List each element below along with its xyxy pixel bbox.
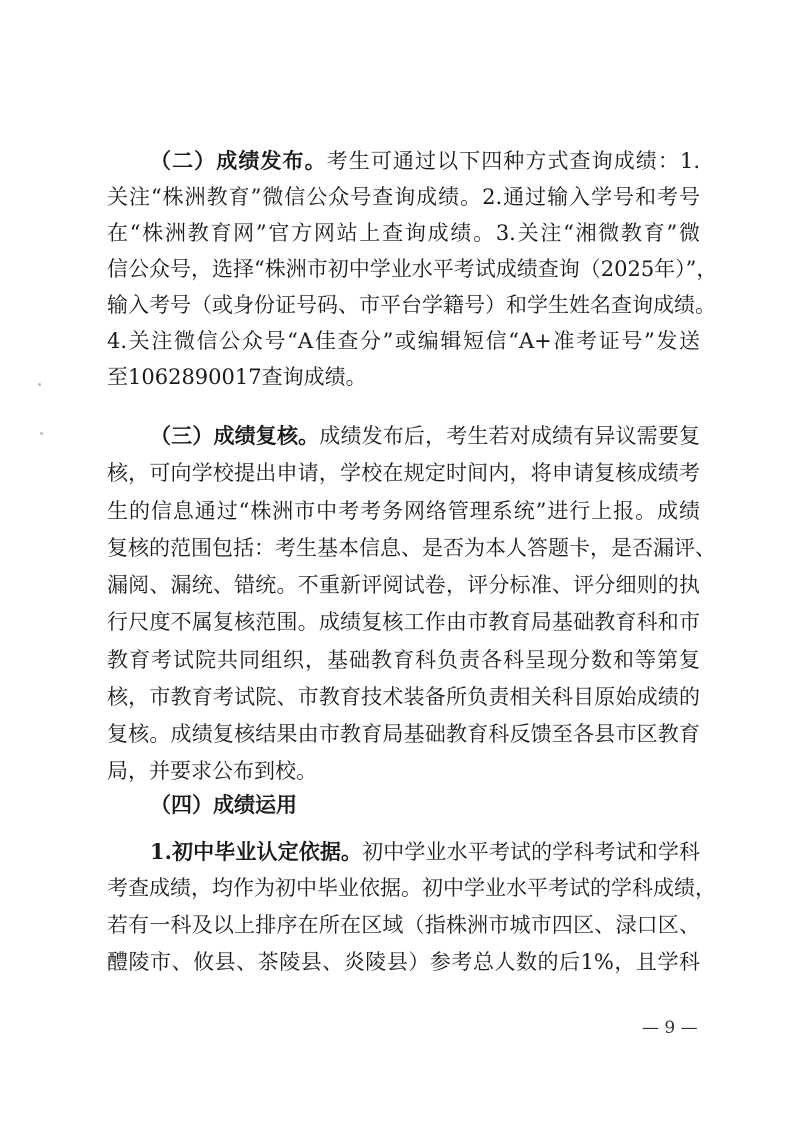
text-line [107,459,700,487]
line-text: 信公众号，选择“株洲市初中学业水平考试成绩查询（2025年）”， [107,257,718,281]
text-line [107,874,716,902]
text-line [150,147,700,175]
text-line [107,571,700,599]
text-line [107,948,700,976]
line-text: 4.关注微信公众号“A佳查分”或编辑短信“A+准考证号”发送 [107,329,700,353]
line-text: 漏阅、漏统、错统。不重新评阅试卷，评分标准、评分细则的执 [107,573,700,597]
text-line [150,422,700,450]
line-text: 醴陵市、攸县、茶陵县、炎陵县）参考总人数的后1%，且学科 [107,950,700,974]
text-line [107,646,700,674]
text-line [107,291,716,319]
line-text: 至1062890017查询成绩。 [107,365,367,389]
line-text: 教育考试院共同组织，基础教育科负责各科呈现分数和等第复 [107,648,700,672]
page-number: — 9 — [642,1018,698,1038]
text-line [107,327,700,355]
line-text: 行尺度不属复核范围。成绩复核工作由市教育局基础教育科和市 [107,610,700,634]
text-line [107,363,700,391]
line-text: 初中学业水平考试的学科考试和学科 [362,840,700,864]
line-text: 关注“株洲教育”微信公众号查询成绩。2.通过输入学号和考号 [107,185,700,209]
section-heading: 1.初中毕业认定依据。 [150,839,363,864]
line-text: 输入考号（或身份证号码、市平台学籍号）和学生姓名查询成绩。 [107,293,716,317]
line-text: 成绩发布后，考生若对成绩有异议需要复 [319,424,700,448]
line-text: 核，可向学校提出申请，学校在规定时间内，将申请复核成绩考 [107,461,700,485]
line-text: 局，并要求公布到校。 [107,759,317,783]
text-line [107,757,700,785]
section-heading: （三）成绩复核。 [150,423,320,448]
section-heading: （二）成绩发布。 [150,148,327,173]
text-line [107,683,700,711]
line-text: 若有一科及以上排序在所在区域（指株洲市城市四区、渌口区、 [107,913,700,937]
line-text: 核，市教育考试院、市教育技术装备所负责相关科目原始成绩的 [107,685,700,709]
section-heading: （四）成绩运用 [150,792,297,817]
line-text: 考查成绩，均作为初中毕业依据。初中学业水平考试的学科成绩， [107,876,716,900]
text-line [107,720,700,748]
scan-speck [40,432,43,435]
text-line [107,255,718,283]
text-line [107,911,700,939]
text-line [107,608,700,636]
text-line [107,219,700,247]
text-line [150,838,700,866]
text-line [107,534,716,562]
line-text: 复核的范围包括：考生基本信息、是否为本人答题卡，是否漏评、 [107,536,716,560]
scan-speck [38,383,41,386]
text-line [150,791,700,819]
line-text: 考生可通过以下四种方式查询成绩：1. [326,149,700,173]
line-text: 在“株洲教育网”官方网站上查询成绩。3.关注“湘微教育”微 [107,221,700,245]
text-line [107,497,700,525]
text-line [107,183,700,211]
line-text: 生的信息通过“株洲市中考考务网络管理系统”进行上报。成绩 [107,499,700,523]
line-text: 复核。成绩复核结果由市教育局基础教育科反馈至各县市区教育 [107,722,700,746]
